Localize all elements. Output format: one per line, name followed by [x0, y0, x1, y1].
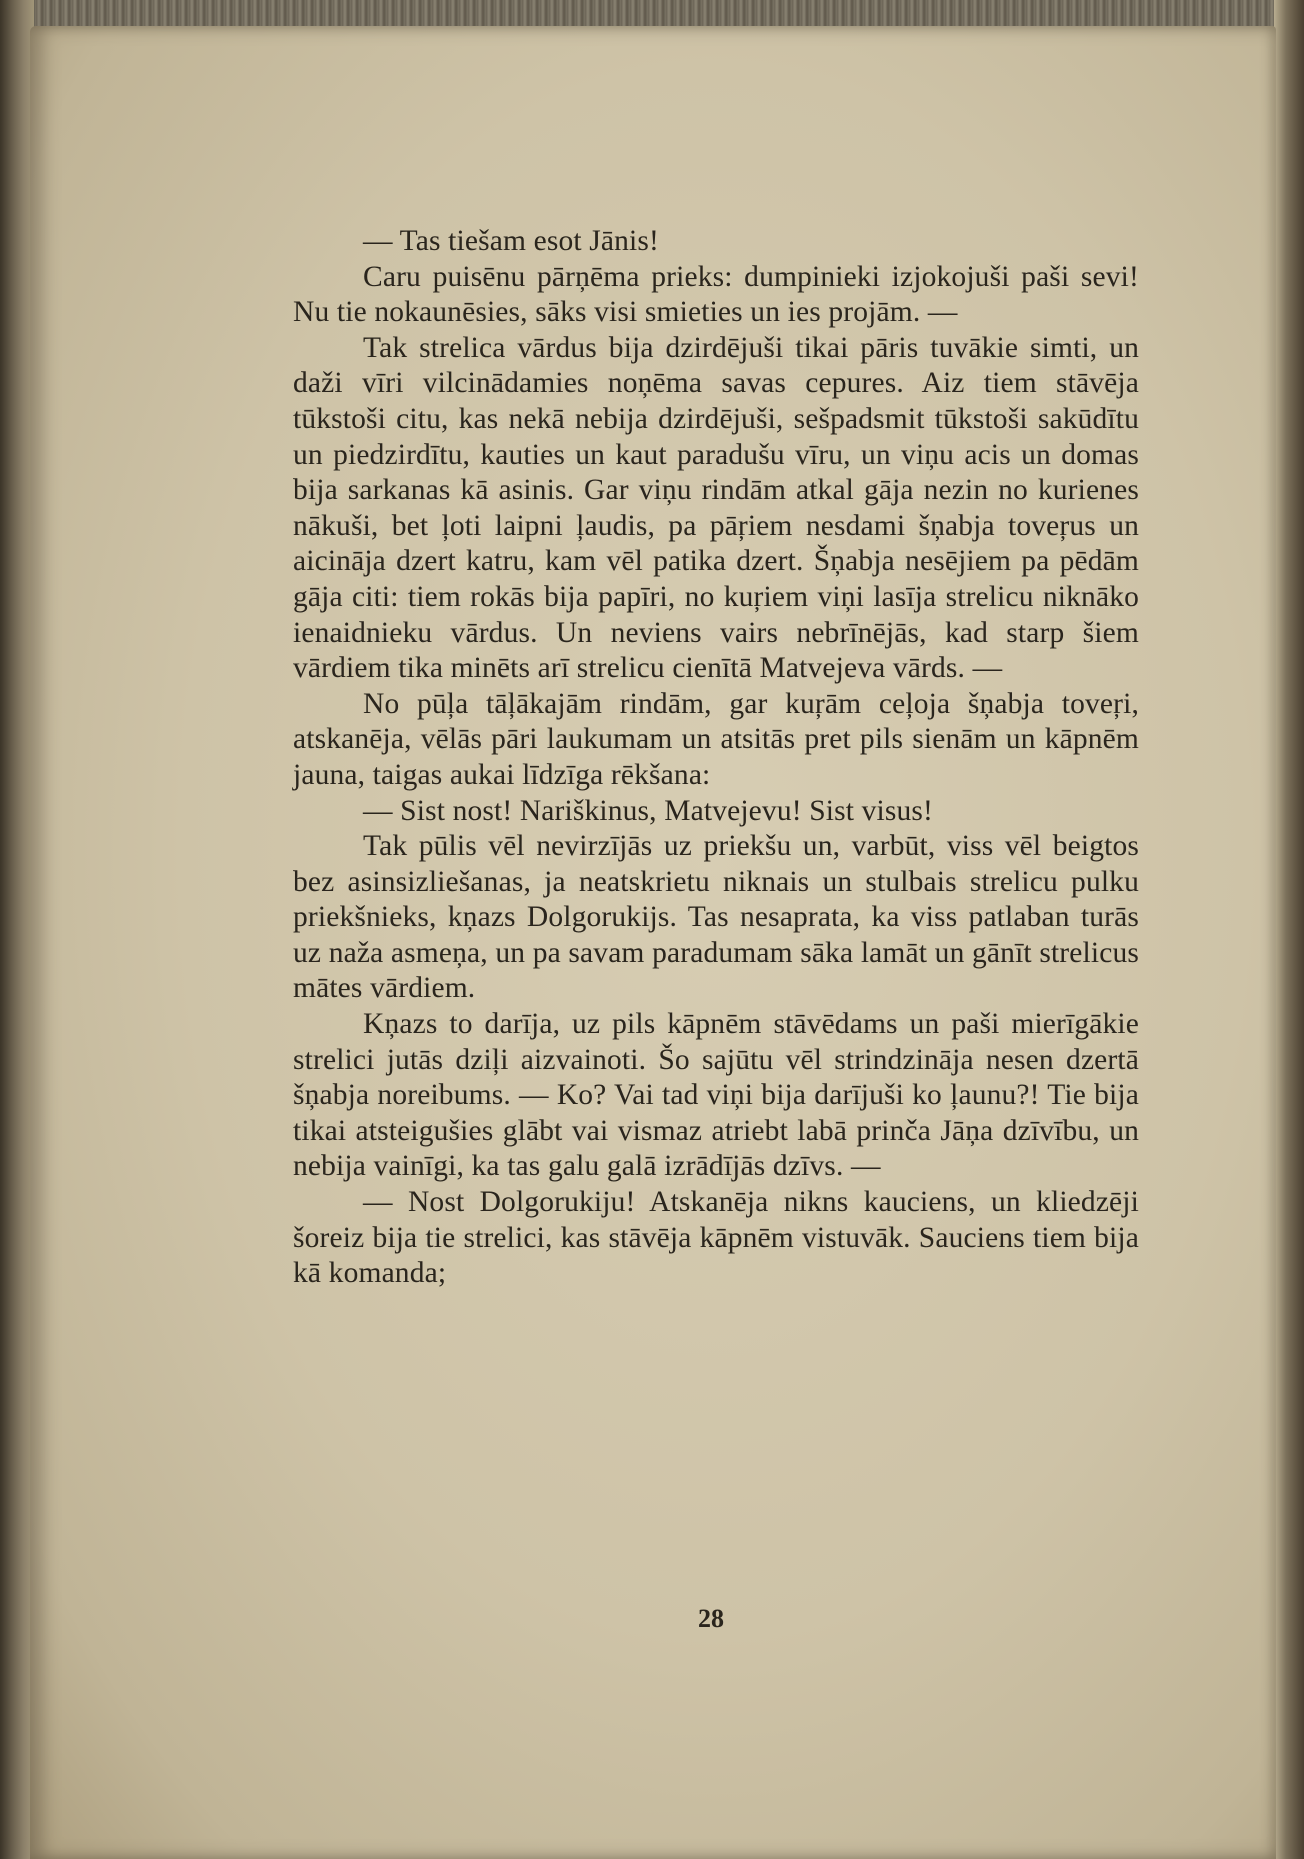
paragraph: Tak strelica vārdus bija dzirdējuši tikai pāris tuvākie simti, un daži vīri vilcinādamies noņēma savas cepures. Aiz tiem stāvēja tūkstoši citu, kas nekā nebija dzirdējuši, sešpadsmit tūkstoši sakūdītu un piedzirdītu, kauties un kaut paradušu vīru, un viņu acis un domas bija sarkanas kā asinis. Gar viņu rindām atkal gāja nezin no kurienes nākuši, bet ļoti laipni ļaudis, pa pāŗiem nesdami šņabja toveŗus un aicināja dzert katru, kam vēl patika dzert. Šņabja nesējiem pa pēdām gāja citi: tiem rokās bija papīri, no kuŗiem viņi lasīja strelicu niknāko ienaidnieku vārdus. Un neviens vairs nebrīnējās, kad starp šiem vārdiem tika minēts arī strelicu cienītā Matvejeva vārds. — — [293, 331, 1139, 685]
paragraph: — Nost Dolgorukiju! Atskanēja nikns kauciens, un kliedzēji šoreiz bija tie strelici, kas stāvēja kāpnēm vistuvāk. Sauciens tiem bija kā komanda; — [293, 1186, 1139, 1290]
book-spine-edge — [0, 0, 34, 1859]
paragraph: — Tas tiešam esot Jānis! — [363, 225, 659, 257]
paragraph: Caru puisēnu pārņēma prieks: dumpinieki izjokojuši paši sevi! Nu tie nokaunēsies, sāks visi smieties un ies projām. — — [293, 260, 1139, 329]
paragraph: Kņazs to darīja, uz pils kāpnēm stāvēdams un paši mierīgākie strelici jutās dziļi aizvainoti. Šo sajūtu vēl strindzināja nesen dzertā šņabja noreibums. — Ko? Vai tad viņi bija darījuši ko ļaunu?! Tie bija tikai atsteigušies glābt vai vismaz atriebt labā prinča Jāņa dzīvību, un nebija vainīgi, ka tas galu galā izrādījās dzīvs. — — [293, 1008, 1139, 1183]
paragraph: Tak pūlis vēl nevirzījās uz priekšu un, varbūt, viss vēl beigtos bez asinsizliešanas, ja neatskrietu niknais un stulbais strelicu pulku priekšnieks, kņazs Dolgorukijs. Tas nesaprata, ka viss patlaban turās uz naža asmeņa, un pa savam paradumam sāka lamāt un gānīt strelicus mātes vārdiem. — [293, 830, 1139, 1005]
page-number: 28 — [698, 1604, 724, 1633]
body-text — [293, 224, 1139, 1292]
paragraph: — Sist nost! Nariškinus, Matvejevu! Sist visus! — [363, 794, 934, 827]
paragraph: No pūļa tāļākajām rindām, gar kuŗām ceļoja šņabja toveŗi, atskanēja, vēlās pāri laukumam un atsitās pret pils sienām un kāpnēm jauna, taigas aukai līdzīga rēkšana: — [293, 687, 1139, 791]
book-right-edge — [1274, 0, 1304, 1859]
book-page — [30, 26, 1276, 1859]
